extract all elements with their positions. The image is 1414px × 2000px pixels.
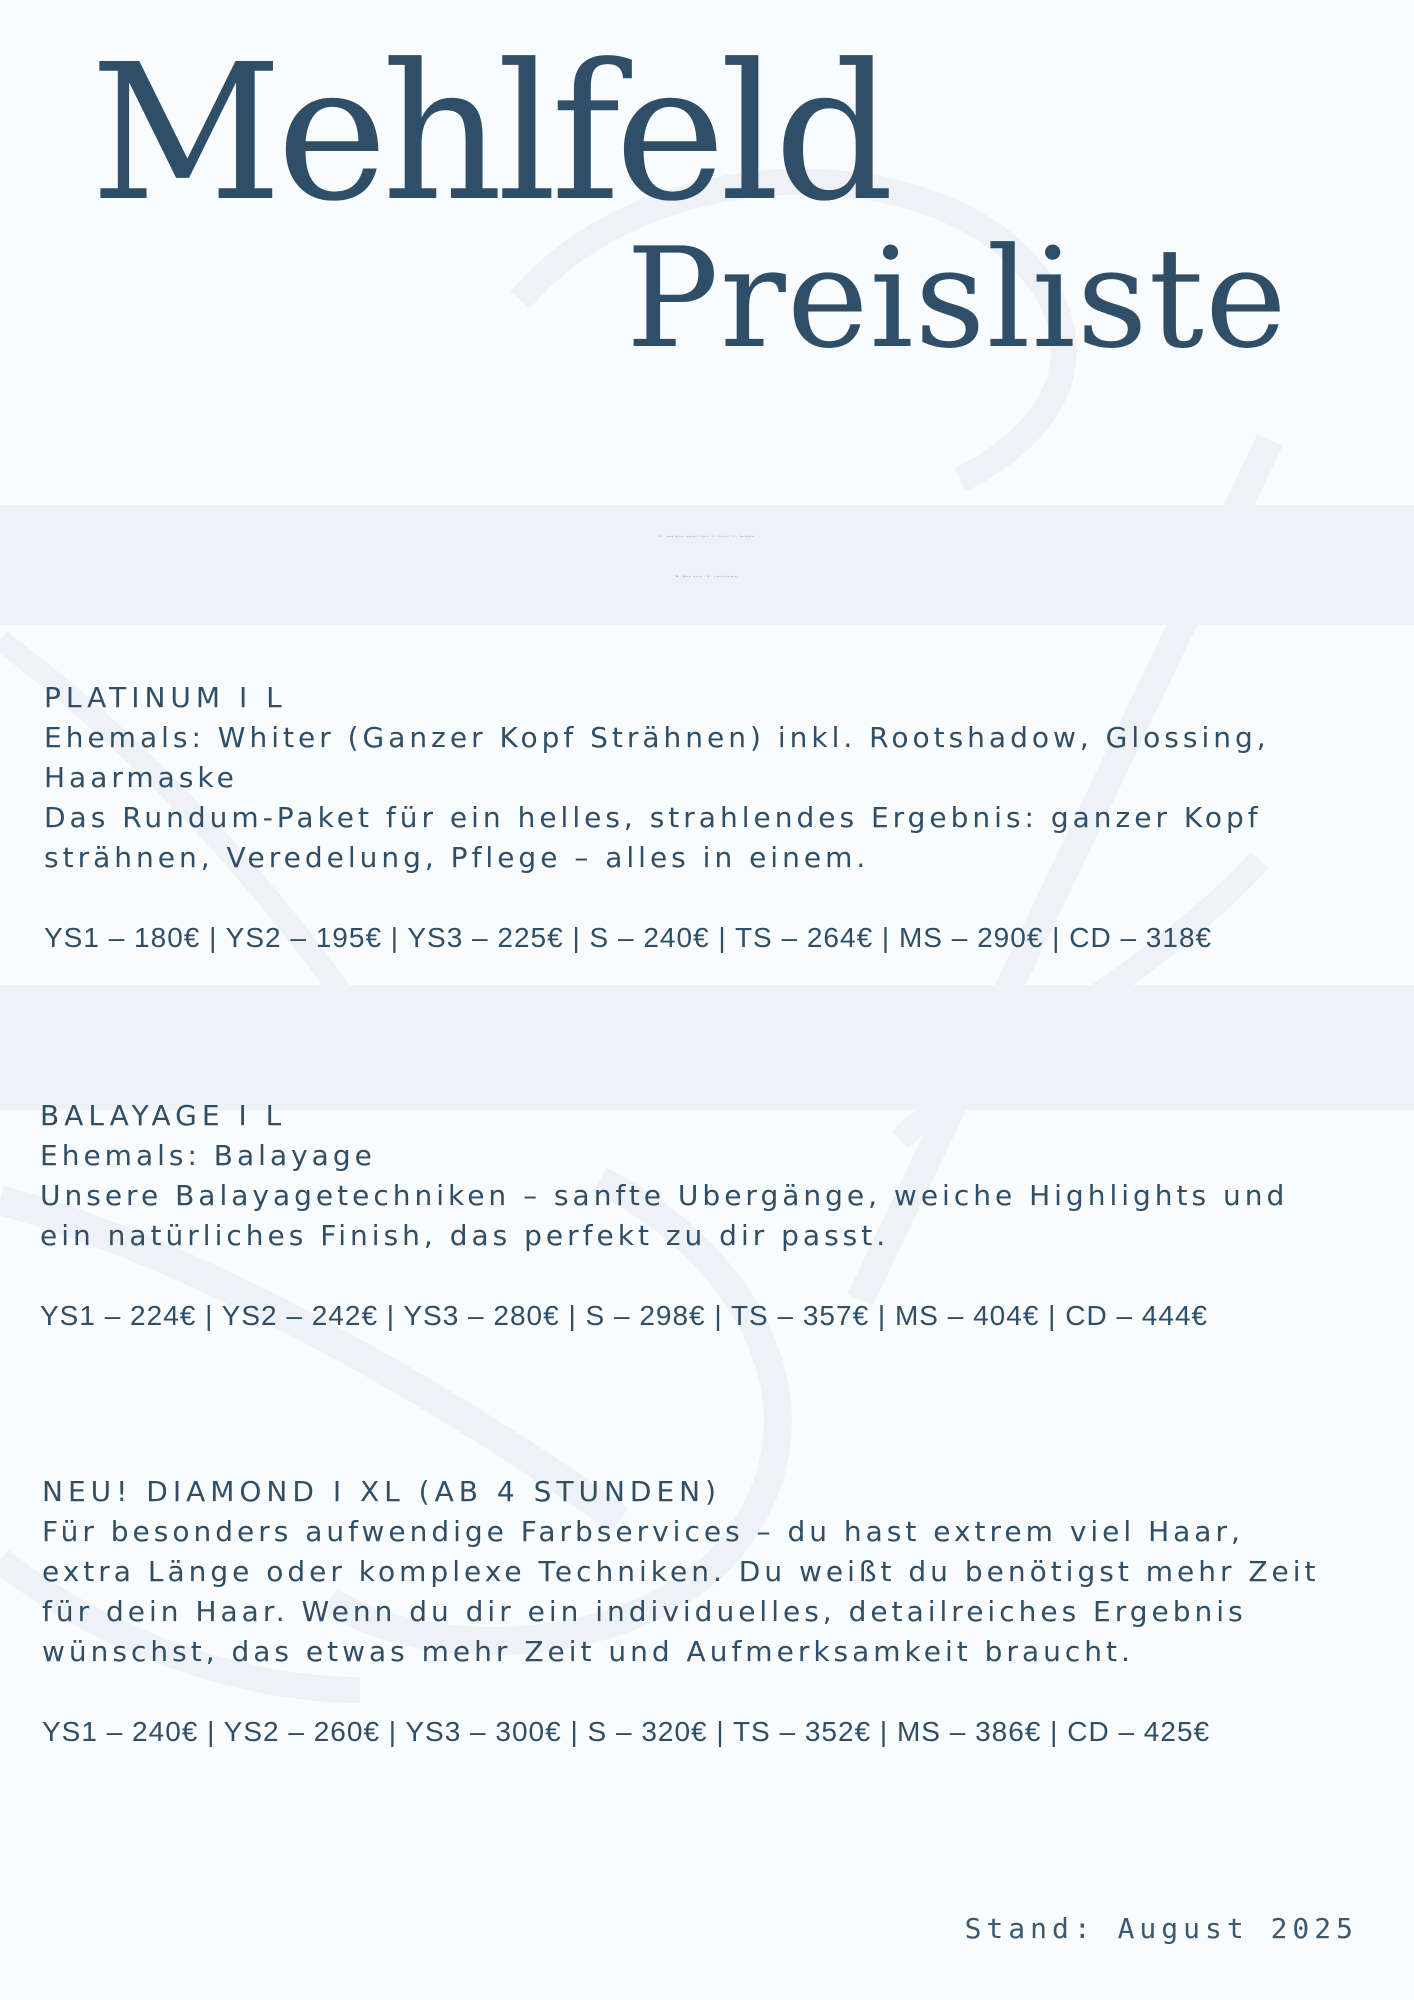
price-row: YS1 – 224€ | YS2 – 242€ | YS3 – 280€ | S – 298€ | TS – 357€ | MS – 404€ | CD – 444€: [40, 1300, 1209, 1331]
section-diamond: [42, 1472, 1320, 1752]
section-text-line: ein natürliches Finish, das perfekt zu dir passt.: [40, 1219, 890, 1252]
brand-logo: Mehlfeld: [90, 24, 889, 243]
section-text-line: Haarmaske: [44, 761, 238, 794]
section-platinum: [44, 678, 1270, 958]
section-text-line: extra Länge oder komplexe Techniken. Du weißt du benötigst mehr Zeit: [42, 1555, 1320, 1588]
legend-line-1: YS — Young Stylist Lehrjahr 1 bis 3 | S — Stylist | TS - Top-Stylist: [659, 537, 755, 538]
section-heading: NEU! DIAMOND I XL (AB 4 STUNDEN): [42, 1475, 722, 1508]
section-text-line: Ehemals: Whiter (Ganzer Kopf Strähnen) inkl. Rootshadow, Glossing,: [44, 721, 1270, 754]
section-heading: PLATINUM I L: [44, 681, 287, 714]
section-balayage: [40, 1096, 1288, 1336]
section-text-line: für dein Haar. Wenn du dir ein individuelles, detailreiches Ergebnis: [42, 1595, 1247, 1628]
price-row: YS1 – 240€ | YS2 – 260€ | YS3 – 300€ | S – 320€ | TS – 352€ | MS – 386€ | CD – 425€: [42, 1716, 1211, 1747]
section-text-line: Das Rundum-Paket für ein helles, strahlendes Ergebnis: ganzer Kopf: [44, 801, 1262, 834]
legend-line-2: MS - Master Stylist | CD - Creative Director: [676, 577, 738, 578]
section-text-line: Unsere Balayagetechniken – sanfte Ubergänge, weiche Highlights und: [40, 1179, 1289, 1212]
section-heading: BALAYAGE I L: [40, 1099, 287, 1132]
section-text-line: strähnen, Veredelung, Pflege – alles in einem.: [44, 841, 870, 874]
stand-date: Stand: August 2025: [964, 1912, 1358, 1945]
page-title: Preisliste: [626, 218, 1288, 379]
section-text-line: Ehemals: Balayage: [40, 1139, 376, 1172]
section-text-line: wünschst, das etwas mehr Zeit und Aufmerksamkeit braucht.: [42, 1635, 1134, 1668]
section-text-line: Für besonders aufwendige Farbservices – du hast extrem viel Haar,: [42, 1515, 1244, 1548]
role-legend: [0, 518, 1414, 598]
price-row: YS1 – 180€ | YS2 – 195€ | YS3 – 225€ | S – 240€ | TS – 264€ | MS – 290€ | CD – 318€: [44, 922, 1213, 953]
